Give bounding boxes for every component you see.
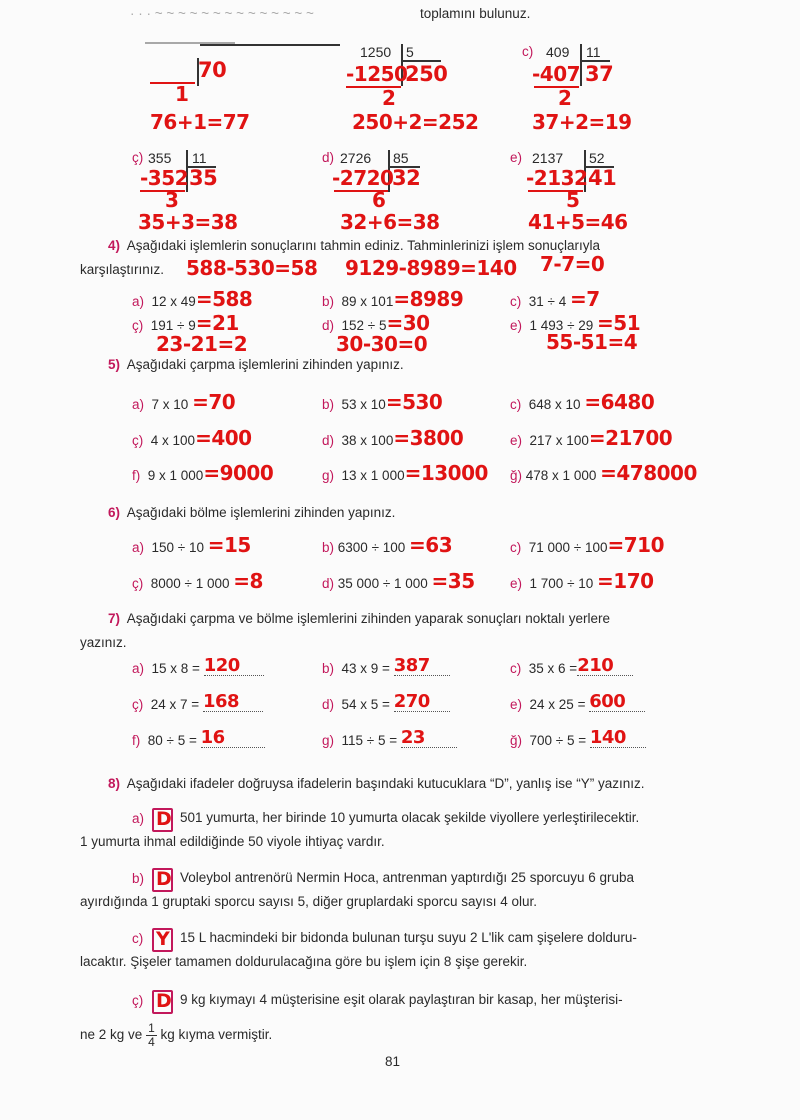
q6-item-b: b) 6300 ÷ 100 =63 xyxy=(322,533,453,557)
quotient-a: 70 xyxy=(198,58,227,82)
q8-a-line1: 501 yumurta, her birinde 10 yumurta olacak şekilde viyollere yerleştirilecektir. xyxy=(180,810,640,825)
q4-item-b: b) 89 x 101=8989 xyxy=(322,287,464,311)
dividend-cc: 355 xyxy=(148,150,172,166)
q7-heading: 7) Aşağıdaki çarpma ve bölme işlemlerini zihinden yaparak sonuçları noktalı yerlere xyxy=(108,611,611,626)
quotient-cc: 35 xyxy=(189,166,218,190)
q5-heading: 5) Aşağıdaki çarpma işlemlerini zihinden yapınız. xyxy=(108,357,404,372)
q8-label-b: b) xyxy=(132,871,145,886)
q7-item-gg: ğ) 700 ÷ 5 = 140 xyxy=(510,733,646,748)
q4-estimate-6: 55-51=4 xyxy=(546,330,638,354)
q4-item-d: d) 152 ÷ 5=30 xyxy=(322,311,430,335)
q7-item-f: f) 80 ÷ 5 = 16 xyxy=(132,733,265,748)
q5-item-f: f) 9 x 1 000=9000 xyxy=(132,461,274,485)
q8-label-a: a) xyxy=(132,811,145,826)
q7-item-e: e) 24 x 25 = 600 xyxy=(510,697,645,712)
q8-b-line2: ayırdığında 1 gruptaki sporcu sayısı 5, diğer gruplardaki sporcu sayısı 4 olur. xyxy=(80,894,537,909)
result-cc: 35+3=38 xyxy=(138,210,238,234)
answer-mark-cc: D xyxy=(156,990,172,1012)
q8-heading: 8) Aşağıdaki ifadeler doğruysa ifadelerin başındaki kutucuklara “D”, yanlış ise “Y” yazınız. xyxy=(108,776,645,791)
divisor-c: 11 xyxy=(586,44,601,60)
divisor-cc: 11 xyxy=(192,150,207,166)
divisor-d: 85 xyxy=(393,150,409,166)
q4-estimate-1: 588-530=58 xyxy=(186,256,318,280)
q8-b-line1: Voleybol antrenörü Nermin Hoca, antrenman yaptırdığı 25 sporcuyu 6 gruba xyxy=(180,870,635,885)
remainder-b: 2 xyxy=(382,86,396,110)
q5-item-cc: ç) 4 x 100=400 xyxy=(132,426,252,450)
div-bar xyxy=(197,58,199,86)
fraction-one-quarter: $\frac{1}{4}$ xyxy=(148,1021,155,1049)
q6-heading: 6) Aşağıdaki bölme işlemlerini zihinden yapınız. xyxy=(108,505,396,520)
result-c: 37+2=19 xyxy=(532,110,632,134)
label-e: e) xyxy=(510,150,523,165)
q8-c-line2: lacaktır. Şişeler tamamen doldurulacağına göre bu işlem için 8 şişe gerekir. xyxy=(80,954,528,969)
q8-c-line1: 15 L hacmindeki bir bidonda bulunan turşu suyu 2 L'lik cam şişelere dolduru- xyxy=(180,930,637,945)
q6-item-e: e) 1 700 ÷ 10 =170 xyxy=(510,569,654,593)
q5-item-e: e) 217 x 100=21700 xyxy=(510,426,673,450)
remainder-cc: 3 xyxy=(165,188,179,212)
q4-estimate-2: 9129-8989=140 xyxy=(345,256,517,280)
quotient-b: 250 xyxy=(405,62,448,86)
q4-item-a: a) 12 x 49=588 xyxy=(132,287,253,311)
q7-item-cc: ç) 24 x 7 = 168 xyxy=(132,697,263,712)
page-number: 81 xyxy=(385,1054,401,1069)
quotient-c: 37 xyxy=(585,62,614,86)
q5-item-a: a) 7 x 10 =70 xyxy=(132,390,236,414)
sub-c: -407 xyxy=(532,62,581,86)
quotient-e: 41 xyxy=(588,166,617,190)
q6-item-d: d) 35 000 ÷ 1 000 =35 xyxy=(322,569,475,593)
q8-a-line2: 1 yumurta ihmal edildiğinde 50 viyole ihtiyaç vardır. xyxy=(80,834,385,849)
q7-item-d: d) 54 x 5 = 270 xyxy=(322,697,450,712)
dividend-c: 409 xyxy=(546,44,570,60)
q5-item-gg: ğ) 478 x 1 000 =478000 xyxy=(510,461,697,485)
q5-item-c: c) 648 x 10 =6480 xyxy=(510,390,655,414)
q4-item-c: c) 31 ÷ 4 =7 xyxy=(510,287,600,311)
answer-mark-b: D xyxy=(156,868,172,890)
smudge-line xyxy=(200,44,340,46)
label-d: d) xyxy=(322,150,335,165)
q4-item-e: e) 1 493 ÷ 29 =51 xyxy=(510,311,641,335)
q6-item-c: c) 71 000 ÷ 100=710 xyxy=(510,533,665,557)
sub-d: -2720 xyxy=(332,166,394,190)
answer-mark-c: Y xyxy=(156,928,170,950)
sub-cc: -352 xyxy=(140,166,189,190)
q4-item-cc: ç) 191 ÷ 9=21 xyxy=(132,311,239,335)
remainder-a: 1 xyxy=(175,82,189,106)
remainder-e: 5 xyxy=(566,188,580,212)
q7-item-b: b) 43 x 9 = 387 xyxy=(322,661,450,676)
answer-mark-a: D xyxy=(156,808,172,830)
dividend-d: 2726 xyxy=(340,150,372,166)
q5-item-d: d) 38 x 100=3800 xyxy=(322,426,464,450)
remainder-d: 6 xyxy=(372,188,386,212)
remainder-c: 2 xyxy=(558,86,572,110)
header-text: toplamını bulunuz. xyxy=(420,6,531,21)
q8-label-c: c) xyxy=(132,931,144,946)
dividend-b: 1250 xyxy=(360,44,392,60)
q8-cc-line2: ne 2 kg ve $\frac{1}{4}$ kg kıyma vermiştir. xyxy=(80,1021,273,1049)
result-e: 41+5=46 xyxy=(528,210,628,234)
q8-label-cc: ç) xyxy=(132,993,144,1008)
result-d: 32+6=38 xyxy=(340,210,440,234)
divisor-e: 52 xyxy=(589,150,605,166)
q4-estimate-4: 23-21=2 xyxy=(156,332,248,356)
div-bar xyxy=(580,44,582,86)
q7-item-a: a) 15 x 8 = 120 xyxy=(132,661,264,676)
q7-item-c: c) 35 x 6 =210 xyxy=(510,661,633,676)
divisor-b: 5 xyxy=(406,44,414,60)
header-smudge: · · · ~ ~ ~ ~ ~ ~ ~ ~ ~ ~ ~ ~ ~ ~ xyxy=(130,6,314,21)
dividend-e: 2137 xyxy=(532,150,564,166)
q6-item-a: a) 150 ÷ 10 =15 xyxy=(132,533,251,557)
q4-heading: 4) Aşağıdaki işlemlerin sonuçlarını tahmin ediniz. Tahminlerinizi işlem sonuçlarıyla xyxy=(108,238,600,253)
q4-estimate-5: 30-30=0 xyxy=(336,332,428,356)
q5-item-g: g) 13 x 1 000=13000 xyxy=(322,461,488,485)
q7-item-g: g) 115 ÷ 5 = 23 xyxy=(322,733,457,748)
q4-heading-2: karşılaştırınız. xyxy=(80,262,165,277)
label-cc: ç) xyxy=(132,150,144,165)
quotient-d: 32 xyxy=(392,166,421,190)
sub-line xyxy=(534,86,579,88)
sub-b: -1250 xyxy=(346,62,408,86)
q6-item-cc: ç) 8000 ÷ 1 000 =8 xyxy=(132,569,263,593)
q4-estimate-3: 7-7=0 xyxy=(540,252,605,276)
result-a: 76+1=77 xyxy=(150,110,250,134)
q8-cc-line1: 9 kg kıymayı 4 müşterisine eşit olarak paylaştıran bir kasap, her müşterisi- xyxy=(180,992,623,1007)
result-b: 250+2=252 xyxy=(352,110,479,134)
label-c: c) xyxy=(522,44,534,59)
sub-e: -2132 xyxy=(526,166,588,190)
q5-item-b: b) 53 x 10=530 xyxy=(322,390,443,414)
q7-heading-2: yazınız. xyxy=(80,635,127,650)
